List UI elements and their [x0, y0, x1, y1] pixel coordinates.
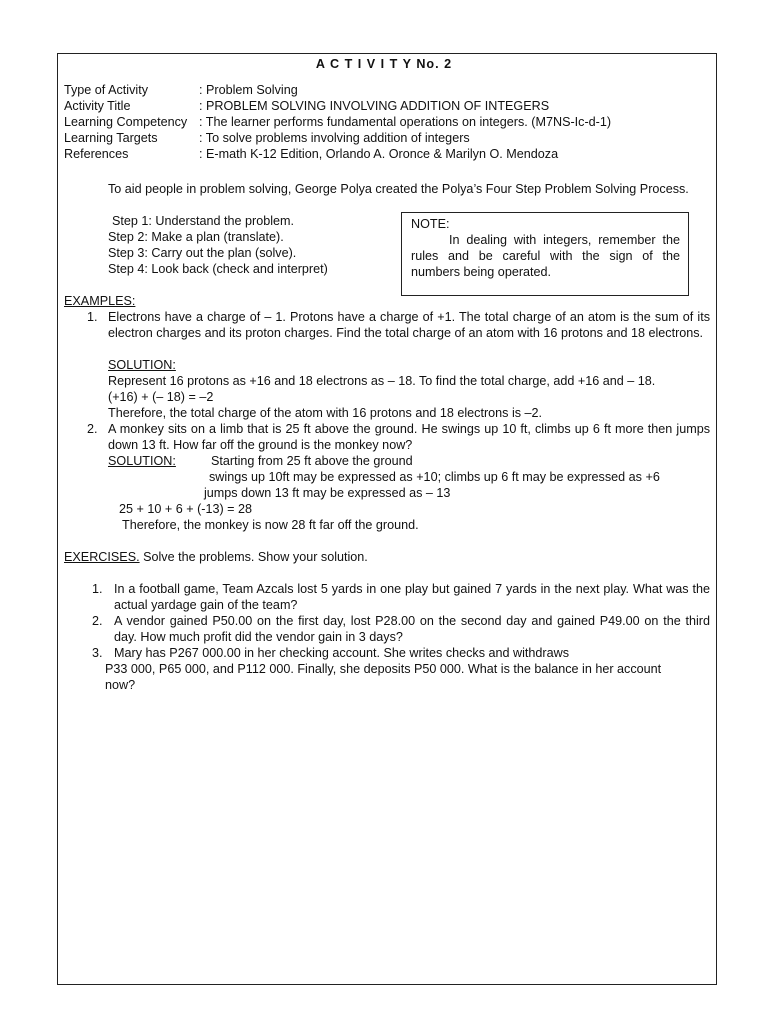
- example-2-conclusion: Therefore, the monkey is now 28 ft far off the ground.: [122, 518, 419, 532]
- exercises-header: [64, 549, 368, 565]
- example-1-problem: Electrons have a charge of – 1. Protons have a charge of +1. The total charge of an atom is the sum of its electron charges and its proton charges. Find the total charge of an atom with 16 protons and 18 electrons.: [108, 310, 710, 340]
- exercise-3-number: 3.: [92, 646, 103, 660]
- info-label-type: Type of Activity: [64, 83, 148, 97]
- info-value-type: : Problem Solving: [199, 83, 298, 97]
- example-1-equation: (+16) + (– 18) = –2: [108, 390, 214, 404]
- exercise-3-line-2: P33 000, P65 000, and P112 000. Finally, she deposits P50 000. What is the balance in her account: [105, 662, 662, 676]
- exercises-instruction: Solve the problems. Show your solution.: [139, 550, 368, 564]
- example-1-conclusion: Therefore, the total charge of the atom with 16 protons and 18 electrons is –2.: [108, 406, 543, 420]
- note-title: NOTE:: [411, 217, 450, 231]
- example-1-solution-line: Represent 16 protons as +16 and 18 electrons as – 18. To find the total charge, add +16 and – 18.: [108, 374, 656, 388]
- step-2: Step 2: Make a plan (translate).: [108, 230, 284, 244]
- exercise-3-line-3: now?: [105, 678, 136, 692]
- examples-heading: EXAMPLES:: [64, 294, 136, 308]
- example-1-solution-label: SOLUTION:: [108, 358, 176, 372]
- intro-paragraph: To aid people in problem solving, George Polya created the Polya’s Four Step Problem Solving Process.: [108, 182, 689, 196]
- step-1: Step 1: Understand the problem.: [112, 214, 295, 228]
- info-value-title: : PROBLEM SOLVING INVOLVING ADDITION OF INTEGERS: [199, 99, 550, 113]
- example-2-solution-line-2: swings up 10ft may be expressed as +10; climbs up 6 ft may be expressed as +6: [209, 470, 660, 484]
- info-value-competency: : The learner performs fundamental operations on integers. (M7NS-Ic-d-1): [199, 115, 612, 129]
- activity-title: A C T I V I T Y No. 2: [315, 57, 453, 71]
- example-2-number: 2.: [87, 422, 98, 436]
- exercise-1-text: In a football game, Team Azcals lost 5 yards in one play but gained 7 yards in the next play. What was the actual yardage gain of the team?: [114, 582, 710, 612]
- info-value-references: : E-math K-12 Edition, Orlando A. Oronce & Marilyn O. Mendoza: [199, 147, 559, 161]
- note-box: [401, 212, 689, 296]
- info-value-targets: : To solve problems involving addition of integers: [199, 131, 470, 145]
- step-3: Step 3: Carry out the plan (solve).: [108, 246, 297, 260]
- example-2-problem: A monkey sits on a limb that is 25 ft above the ground. He swings up 10 ft, climbs up 6 ft more then jumps down 13 ft. How far off the ground is the monkey now?: [108, 422, 710, 452]
- info-label-references: References: [64, 147, 129, 161]
- info-label-title: Activity Title: [64, 99, 131, 113]
- info-label-targets: Learning Targets: [64, 131, 158, 145]
- exercise-1-number: 1.: [92, 582, 103, 596]
- info-label-competency: Learning Competency: [64, 115, 188, 129]
- exercise-2-text: A vendor gained P50.00 on the first day, lost P28.00 on the second day and gained P49.00 on the third day. How much profit did the vendor gain in 3 days?: [114, 614, 710, 644]
- example-1-number: 1.: [87, 310, 98, 324]
- exercise-3-line-1: Mary has P267 000.00 in her checking account. She writes checks and withdraws: [114, 646, 570, 660]
- exercises-heading: EXERCISES.: [64, 550, 140, 564]
- example-2-solution-label: SOLUTION:: [108, 454, 176, 468]
- example-2-solution-line-1: Starting from 25 ft above the ground: [211, 454, 413, 468]
- note-body: In dealing with integers, remember the rules and be careful with the sign of the numbers being operated.: [411, 233, 680, 279]
- example-2-equation: 25 + 10 + 6 + (-13) = 28: [119, 502, 253, 516]
- example-2-solution-line-3: jumps down 13 ft may be expressed as – 13: [204, 486, 451, 500]
- step-4: Step 4: Look back (check and interpret): [108, 262, 328, 276]
- exercise-2-number: 2.: [92, 614, 103, 628]
